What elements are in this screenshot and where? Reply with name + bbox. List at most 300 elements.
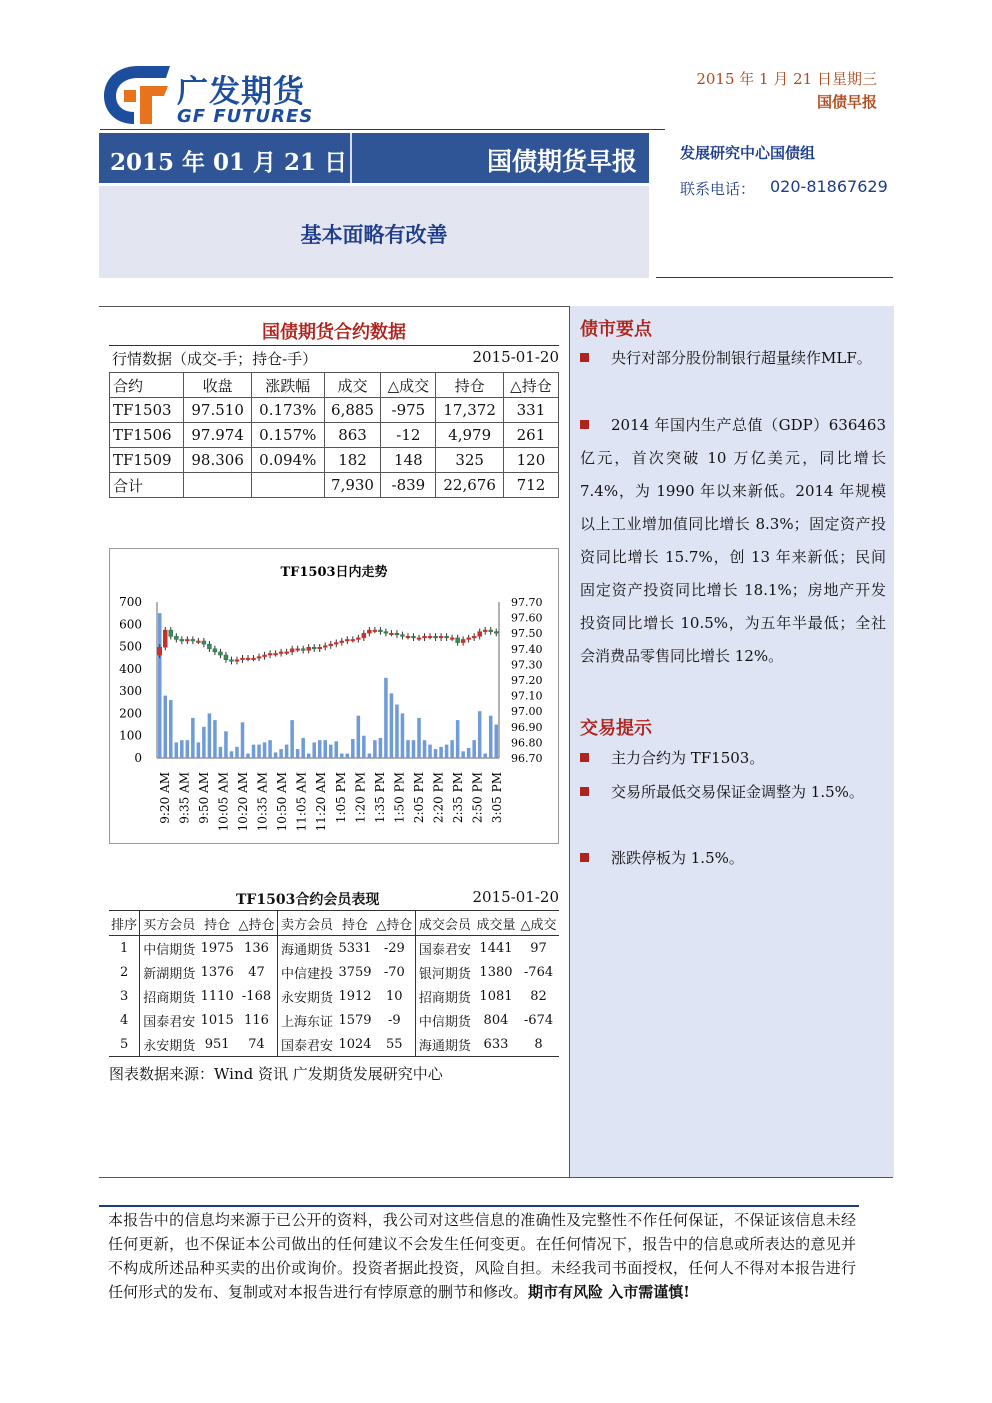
volume-bar	[362, 736, 366, 758]
disclaimer: 本报告中的信息均来源于已公开的资料，我公司对这些信息的准确性及完整性不作任何保证，不保证该信息未经任何更新，也不保证本公司做出的任何建议不会发生任何变更。在任何情况下，报告中的信息或所表达的意见并不构成所述品种买卖的出价或询价。投资者据此投资，风险自担。未经我司书面授权，任何人不得对本报告进行任何形式的发布、复制或对本报告进行有悖原意的删节和修改。期市有风险 入市需谨慎!	[108, 1211, 856, 1301]
bullet-icon	[580, 420, 589, 429]
table-cell: 712	[503, 473, 558, 498]
department: 发展研究中心国债组	[680, 144, 816, 162]
candle-body	[384, 632, 388, 634]
candle-body	[158, 647, 162, 655]
table-cell: 中信期货	[415, 1008, 474, 1032]
member-table-date: 2015-01-20	[472, 888, 559, 906]
table-cell: -12	[381, 423, 436, 448]
left-tick-label: 0	[134, 751, 142, 765]
table-row	[110, 473, 559, 498]
candle-body	[318, 647, 322, 649]
right-tick-label: 96.70	[511, 752, 543, 765]
volume-bar	[213, 720, 217, 758]
table-cell: 成交量	[474, 911, 518, 936]
right-tick-label: 97.20	[511, 674, 543, 687]
x-tick-label: 1:35 PM	[372, 772, 387, 824]
volume-bar	[197, 742, 201, 758]
table-cell: 1110	[200, 988, 234, 1004]
candle-body	[163, 630, 167, 647]
candle-body	[373, 630, 377, 632]
table-cell: -168	[241, 988, 272, 1004]
volume-bar	[423, 740, 427, 758]
candle-body	[472, 636, 476, 638]
bullet-icon	[580, 753, 589, 762]
volume-bar	[296, 749, 300, 758]
candle-body	[290, 649, 294, 652]
candle-body	[285, 652, 289, 654]
candle-body	[207, 644, 211, 649]
table-cell: 海通期货	[277, 936, 336, 961]
table-cell: 招商期货	[415, 984, 474, 1008]
volume-bar	[401, 713, 405, 758]
volume-bar	[169, 700, 173, 758]
sidebar-heading-trade-tips: 交易提示	[580, 718, 652, 739]
volume-bar	[379, 738, 383, 758]
volume-bar	[164, 696, 168, 758]
table-cell: 136	[244, 940, 269, 956]
bond-point-2: 2014 年国内生产总值（GDP）636463 亿元，首次突破 10 万亿美元，同比增长 7.4%，为 1990 年以来新低。2014 年规模以上工业增加值同比增长 8.3%；固定资产投资同比增长 15.7%，创 13 年来新低；民间固定资产投资同比增长 18.1%；房地产开发投资同比增长 10.5%，为五年半最低；全社会消费品零售同比增长 12%。	[580, 416, 886, 665]
logo-cn-text: 广发期货	[177, 74, 305, 110]
candle-body	[329, 644, 333, 646]
table-cell: 银河期货	[415, 960, 474, 984]
candle-body	[400, 635, 404, 637]
source-note: 图表数据来源：Wind 资讯 广发期货发展研究中心	[109, 1065, 443, 1083]
table-cell: -764	[523, 964, 554, 980]
left-tick-label: 300	[119, 684, 142, 699]
contract-title-rule	[109, 345, 559, 346]
candle-body	[367, 630, 371, 633]
volume-bar	[257, 745, 261, 758]
volume-bar	[230, 751, 234, 758]
table-cell: -975	[381, 398, 436, 423]
volume-bar	[384, 678, 388, 758]
left-tick-label: 400	[119, 661, 142, 676]
candle-body	[263, 655, 267, 657]
volume-bar	[318, 740, 322, 758]
candle-body	[257, 657, 261, 659]
table-cell: 82	[530, 988, 547, 1004]
table-cell: 国泰君安	[140, 1008, 199, 1032]
table-cell: △成交	[381, 373, 436, 398]
table-cell: 98.306	[184, 448, 251, 473]
table-cell: 1975	[200, 940, 234, 956]
candle-body	[229, 660, 233, 662]
table-row	[109, 960, 559, 984]
volume-bar	[368, 754, 372, 758]
table-cell: △持仓	[503, 373, 558, 398]
right-tick-label: 97.40	[511, 642, 543, 656]
header-date: 2015 年 1 月 21 日星期三	[696, 70, 877, 88]
x-tick-label: 1:20 PM	[353, 772, 368, 824]
table-cell: 国泰君安	[277, 1032, 336, 1057]
table-row	[110, 398, 559, 423]
x-tick-label: 10:50 AM	[275, 772, 290, 832]
volume-bar	[456, 720, 460, 758]
table-cell	[251, 473, 324, 498]
table-cell: 1441	[479, 940, 513, 956]
table-cell: 0.173%	[251, 398, 324, 423]
table-cell: 中信期货	[140, 936, 199, 961]
volume-bar	[346, 754, 350, 758]
table-cell: 951	[198, 1032, 236, 1057]
table-cell: △持仓	[374, 911, 415, 936]
table-cell: 合约	[110, 373, 184, 398]
candle-body	[224, 655, 228, 660]
candle-body	[395, 633, 399, 635]
table-row	[109, 1008, 559, 1032]
x-tick-label: 10:20 AM	[236, 772, 251, 832]
table-cell: -674	[523, 1012, 554, 1028]
volume-bar	[208, 713, 212, 758]
volume-bar	[395, 705, 399, 758]
table-cell: -70	[383, 964, 405, 980]
table-cell: 7,930	[324, 473, 381, 498]
risk-warning: 期市有风险 入市需谨慎!	[528, 1283, 690, 1301]
volume-bar	[412, 740, 416, 758]
table-cell: 买方会员	[140, 911, 199, 936]
table-cell: 1380	[479, 964, 513, 980]
candle-body	[323, 646, 327, 648]
volume-bar	[290, 720, 294, 758]
table-cell: 1081	[479, 988, 513, 1004]
candle-body	[252, 658, 256, 660]
volume-bar	[478, 711, 482, 758]
table-cell: 卖方会员	[277, 911, 336, 936]
banner-separator	[350, 133, 352, 183]
table-cell: 新湖期货	[140, 960, 199, 984]
volume-bar	[390, 693, 394, 758]
table-cell: △成交	[518, 911, 559, 936]
table-cell: 6,885	[324, 398, 381, 423]
table-header-row	[109, 911, 559, 936]
candle-body	[456, 638, 460, 643]
volume-bar	[175, 742, 179, 758]
table-cell: 3	[119, 988, 129, 1004]
x-tick-label: 2:50 PM	[470, 772, 485, 824]
table-cell: -839	[381, 473, 436, 498]
table-cell: 成交	[324, 373, 381, 398]
volume-bar	[483, 754, 487, 758]
table-cell: 74	[236, 1032, 277, 1057]
candle-body	[312, 647, 316, 649]
table-cell: 持仓	[436, 373, 503, 398]
volume-bar	[191, 718, 195, 758]
candle-body	[218, 652, 222, 655]
volume-bar	[263, 742, 267, 758]
candle-body	[196, 641, 200, 643]
x-tick-label: 9:20 AM	[158, 772, 172, 824]
table-cell: 148	[381, 448, 436, 473]
table-cell: 331	[503, 398, 558, 423]
candle-body	[169, 630, 173, 636]
candle-body	[185, 639, 189, 641]
candle-body	[412, 636, 416, 638]
banner-date: 2015 年 01 月 21 日	[110, 149, 348, 176]
table-cell: 97.510	[184, 398, 251, 423]
candle-body	[406, 636, 410, 638]
table-cell: TF1503	[110, 398, 184, 423]
table-cell: 持仓	[198, 911, 236, 936]
table-cell: 4,979	[436, 423, 503, 448]
logo-en-text: GF FUTURES	[177, 106, 314, 127]
candle-body	[296, 649, 300, 651]
table-row	[109, 936, 559, 961]
volume-bar	[307, 754, 311, 758]
table-cell: 116	[244, 1012, 269, 1028]
candle-body	[235, 660, 239, 662]
candle-body	[340, 641, 344, 643]
table-cell: 1	[119, 940, 129, 956]
x-tick-label: 1:05 PM	[333, 772, 348, 824]
candle-body	[180, 639, 184, 641]
right-tick-label: 96.80	[511, 736, 543, 750]
left-tick-label: 500	[119, 639, 142, 654]
trade-tip-3: 涨跌停板为 1.5%。	[580, 842, 886, 875]
candle-body	[467, 638, 471, 640]
table-cell: TF1509	[110, 448, 184, 473]
x-tick-label: 2:05 PM	[411, 772, 426, 824]
volume-bar	[406, 740, 410, 758]
table-cell: -29	[383, 940, 405, 956]
table-cell: 804	[483, 1012, 509, 1028]
x-tick-label: 2:35 PM	[450, 772, 465, 824]
table-row	[110, 423, 559, 448]
table-cell: 5331	[338, 940, 372, 956]
table-cell: TF1506	[110, 423, 184, 448]
volume-bar	[335, 741, 339, 758]
right-tick-label: 97.30	[511, 658, 543, 672]
table-row	[109, 1032, 559, 1057]
table-cell: 97.974	[184, 423, 251, 448]
candle-body	[274, 653, 278, 655]
report-subtitle: 基本面略有改善	[300, 222, 448, 247]
x-tick-label: 3:05 PM	[490, 772, 504, 824]
candle-body	[351, 639, 355, 641]
candle-body	[378, 630, 382, 632]
volume-bar	[186, 740, 190, 758]
volume-bar	[417, 718, 421, 758]
x-tick-label: 10:05 AM	[216, 772, 231, 832]
candle-body	[439, 636, 443, 638]
disclaimer-rule	[99, 1205, 859, 1207]
table-cell: 国泰君安	[415, 936, 474, 961]
contract-table-date: 2015-01-20	[472, 348, 559, 366]
volume-bar	[279, 749, 283, 758]
table-row	[109, 984, 559, 1008]
candle-body	[279, 652, 283, 654]
chart-title: TF1503日内走势	[280, 565, 388, 580]
x-tick-label: 10:35 AM	[255, 772, 270, 832]
x-tick-label: 9:35 AM	[177, 772, 192, 824]
volume-bar	[329, 745, 333, 758]
volume-bar	[268, 740, 272, 758]
table-cell: △持仓	[236, 911, 277, 936]
candle-body	[389, 633, 393, 635]
table-cell: 55	[374, 1032, 415, 1057]
intraday-chart	[109, 548, 559, 844]
table-cell: 22,676	[436, 473, 503, 498]
volume-bar	[357, 716, 361, 758]
left-tick-label: 200	[119, 706, 142, 721]
candle-body	[494, 632, 498, 634]
volume-bar	[467, 748, 471, 758]
trade-tip-2: 交易所最低交易保证金调整为 1.5%。	[580, 776, 886, 809]
volume-bar	[219, 747, 223, 758]
candle-body	[428, 636, 432, 638]
table-cell: 持仓	[336, 911, 374, 936]
header-rule	[100, 129, 665, 130]
candle-body	[445, 636, 449, 638]
table-cell: 863	[324, 423, 381, 448]
candle-body	[345, 639, 349, 641]
candle-body	[334, 643, 338, 645]
content-frame-bottom	[99, 1177, 893, 1178]
table-cell: 47	[248, 964, 265, 980]
gf-logo-icon	[100, 62, 174, 128]
volume-bar	[373, 740, 377, 758]
table-cell: -9	[387, 1012, 401, 1028]
volume-bar	[323, 740, 327, 758]
contract-table-meta: 行情数据（成交-手；持仓-手）	[112, 350, 318, 368]
bond-point-1: 央行对部分股份制银行超量续作MLF。	[580, 342, 886, 375]
volume-bar	[274, 752, 278, 758]
table-cell: 120	[503, 448, 558, 473]
volume-bar	[202, 727, 206, 758]
candle-body	[478, 632, 482, 637]
volume-bar	[461, 751, 465, 758]
table-cell: 5	[109, 1032, 140, 1057]
candle-body	[483, 630, 487, 632]
x-tick-label: 11:20 AM	[314, 772, 329, 832]
table-cell: 8	[518, 1032, 559, 1057]
right-tick-label: 97.10	[511, 689, 543, 703]
volume-bar	[158, 613, 162, 758]
volume-bar	[340, 754, 344, 758]
table-cell: 17,372	[436, 398, 503, 423]
volume-bar	[301, 738, 305, 758]
candle-body	[489, 630, 493, 632]
volume-bar	[428, 745, 432, 758]
contact-rule	[656, 277, 893, 278]
table-cell: 1024	[336, 1032, 374, 1057]
table-row	[110, 448, 559, 473]
candle-body	[202, 641, 206, 644]
volume-bar	[472, 740, 476, 758]
table-cell: 收盘	[184, 373, 251, 398]
right-tick-label: 97.50	[511, 627, 543, 641]
right-tick-label: 97.60	[511, 611, 543, 625]
table-cell: 涨跌幅	[251, 373, 324, 398]
candle-body	[213, 649, 217, 652]
contract-table	[109, 372, 559, 498]
contract-table-title: 国债期货合约数据	[262, 322, 406, 343]
intraday-chart-svg	[110, 549, 558, 843]
candle-body	[246, 658, 250, 660]
x-tick-label: 2:20 PM	[431, 772, 446, 824]
table-cell: 海通期货	[415, 1032, 474, 1057]
table-cell: 排序	[109, 911, 140, 936]
right-tick-label: 97.00	[511, 705, 543, 719]
table-cell: 招商期货	[140, 984, 199, 1008]
table-cell: 永安期货	[277, 984, 336, 1008]
candle-body	[356, 638, 360, 640]
volume-bar	[450, 740, 454, 758]
table-cell: 182	[324, 448, 381, 473]
candle-body	[191, 639, 195, 641]
candle-body	[434, 636, 438, 638]
member-table	[109, 910, 559, 1057]
candle-body	[423, 636, 427, 638]
phone-number: 020-81867629	[770, 177, 888, 196]
candle-body	[174, 636, 178, 639]
volume-bar	[434, 749, 438, 758]
left-tick-label: 700	[119, 595, 142, 609]
candle-body	[450, 638, 454, 640]
bullet-icon	[580, 353, 589, 362]
table-cell: 中信建投	[277, 960, 336, 984]
volume-bar	[285, 745, 289, 758]
banner-title: 国债期货早报	[486, 147, 637, 176]
volume-bar	[235, 747, 239, 758]
volume-bar	[351, 739, 355, 758]
candle-body	[301, 649, 305, 651]
volume-bar	[494, 725, 498, 758]
right-tick-label: 97.70	[511, 596, 543, 609]
member-table-title: TF1503合约会员表现	[236, 892, 380, 908]
volume-bar	[312, 742, 316, 758]
candle-body	[241, 658, 245, 660]
x-tick-label: 9:50 AM	[197, 772, 212, 824]
table-cell: 永安期货	[140, 1032, 199, 1057]
table-cell: 97	[530, 940, 547, 956]
table-cell	[184, 473, 251, 498]
candle-body	[307, 647, 311, 650]
table-header-row	[110, 373, 559, 398]
trade-tip-1: 主力合约为 TF1503。	[580, 742, 886, 775]
x-tick-label: 1:50 PM	[392, 772, 407, 824]
volume-bar	[180, 740, 184, 758]
table-cell: 10	[386, 988, 403, 1004]
volume-bar	[252, 745, 256, 758]
x-tick-label: 11:05 AM	[294, 772, 309, 832]
table-cell: 1579	[338, 1012, 372, 1028]
phone-label: 联系电话：	[680, 180, 756, 198]
table-cell: 1015	[200, 1012, 234, 1028]
table-cell: 1376	[200, 964, 234, 980]
candle-body	[362, 633, 366, 638]
volume-bar	[224, 731, 228, 758]
table-cell: 3759	[338, 964, 372, 980]
right-tick-label: 96.90	[511, 720, 543, 734]
table-cell: 2	[119, 964, 129, 980]
volume-bar	[439, 747, 443, 758]
left-tick-label: 100	[119, 728, 142, 743]
volume-bar	[489, 716, 493, 758]
table-cell: 261	[503, 423, 558, 448]
sidebar-heading-bond-points: 债市要点	[580, 319, 652, 340]
table-cell: 1912	[338, 988, 372, 1004]
table-cell: 上海东证	[277, 1008, 336, 1032]
volume-bar	[241, 722, 245, 758]
volume-bar	[445, 745, 449, 758]
table-cell: 合计	[110, 473, 184, 498]
table-cell: 325	[436, 448, 503, 473]
candle-body	[461, 639, 465, 642]
candle-body	[417, 638, 421, 640]
table-cell: 成交会员	[415, 911, 474, 936]
volume-bar	[246, 754, 250, 758]
